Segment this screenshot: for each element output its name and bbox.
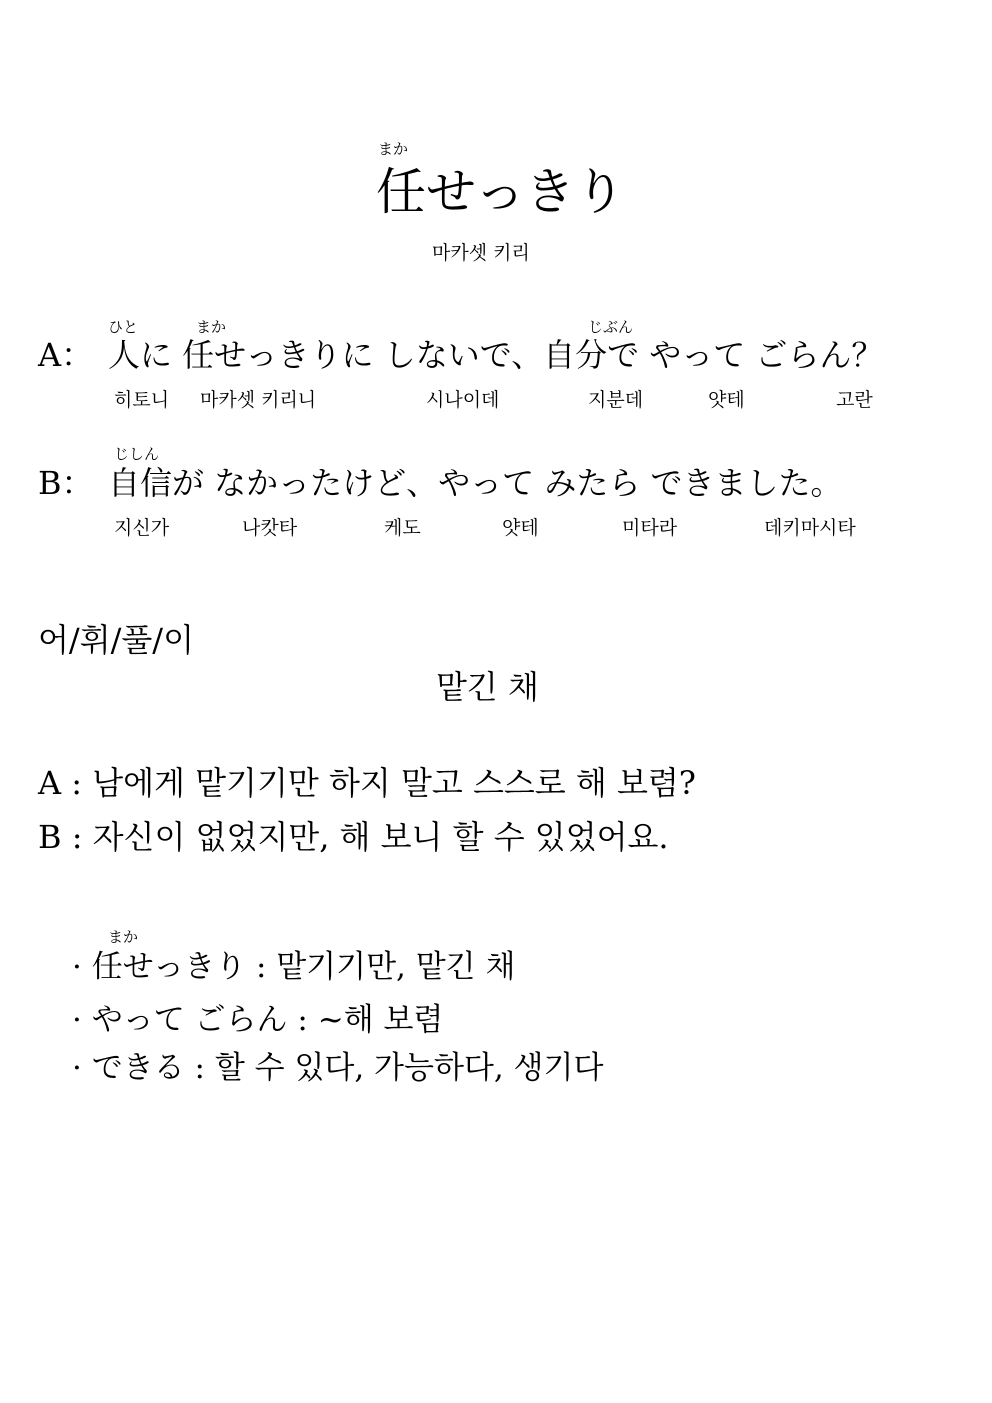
reading-b-2: 나캇타 [242, 517, 298, 539]
note-2: · やって ごらん : ~해 보렴 [72, 1002, 444, 1038]
reading-a-5: 얏테 [708, 389, 745, 411]
reading-b-6: 데키마시타 [764, 517, 856, 539]
page-title: 任せっきり [376, 163, 625, 221]
dialogue-b-text: 自信が なかったけど、やって みたら できました。 [108, 464, 843, 502]
reading-b-3: 케도 [384, 517, 421, 539]
reading-a-2: 마카셋 키리니 [200, 389, 317, 411]
note-1-furigana: まか [108, 928, 139, 946]
dialogue-b-label: B： [38, 464, 94, 502]
reading-b-4: 얏테 [502, 517, 539, 539]
reading-b-5: 미타라 [622, 517, 678, 539]
furigana-jishin: じしん [114, 445, 160, 463]
note-3: · できる : 할 수 있다, 가능하다, 생기다 [72, 1050, 604, 1086]
furigana-jibun: じぶん [588, 318, 634, 336]
furigana-hito: ひと [108, 318, 139, 336]
reading-a-3: 시나이데 [426, 389, 500, 411]
dialogue-a-text: 人に 任せっきりに しないで、自分で やって ごらん？ [108, 336, 884, 374]
dialogue-a-label: A： [38, 336, 94, 374]
reading-b-1: 지신가 [114, 517, 170, 539]
translation-b: B : 자신이 없었지만, 해 보니 할 수 있었어요. [38, 818, 669, 856]
vocab-subtitle: 맡긴 채 [436, 668, 539, 706]
translation-a: A : 남에게 맡기기만 하지 말고 스스로 해 보렴? [38, 764, 696, 802]
note-1: · 任せっきり : 맡기기만, 맡긴 채 [72, 949, 516, 985]
reading-a-6: 고란 [836, 389, 873, 411]
title-furigana: まか [378, 140, 409, 158]
reading-a-4: 지분데 [588, 389, 644, 411]
furigana-maka: まか [196, 318, 227, 336]
reading-a-1: 히토니 [114, 389, 170, 411]
vocab-heading: 어/휘/풀/이 [38, 621, 194, 659]
title-reading: 마카셋 키리 [432, 242, 530, 264]
